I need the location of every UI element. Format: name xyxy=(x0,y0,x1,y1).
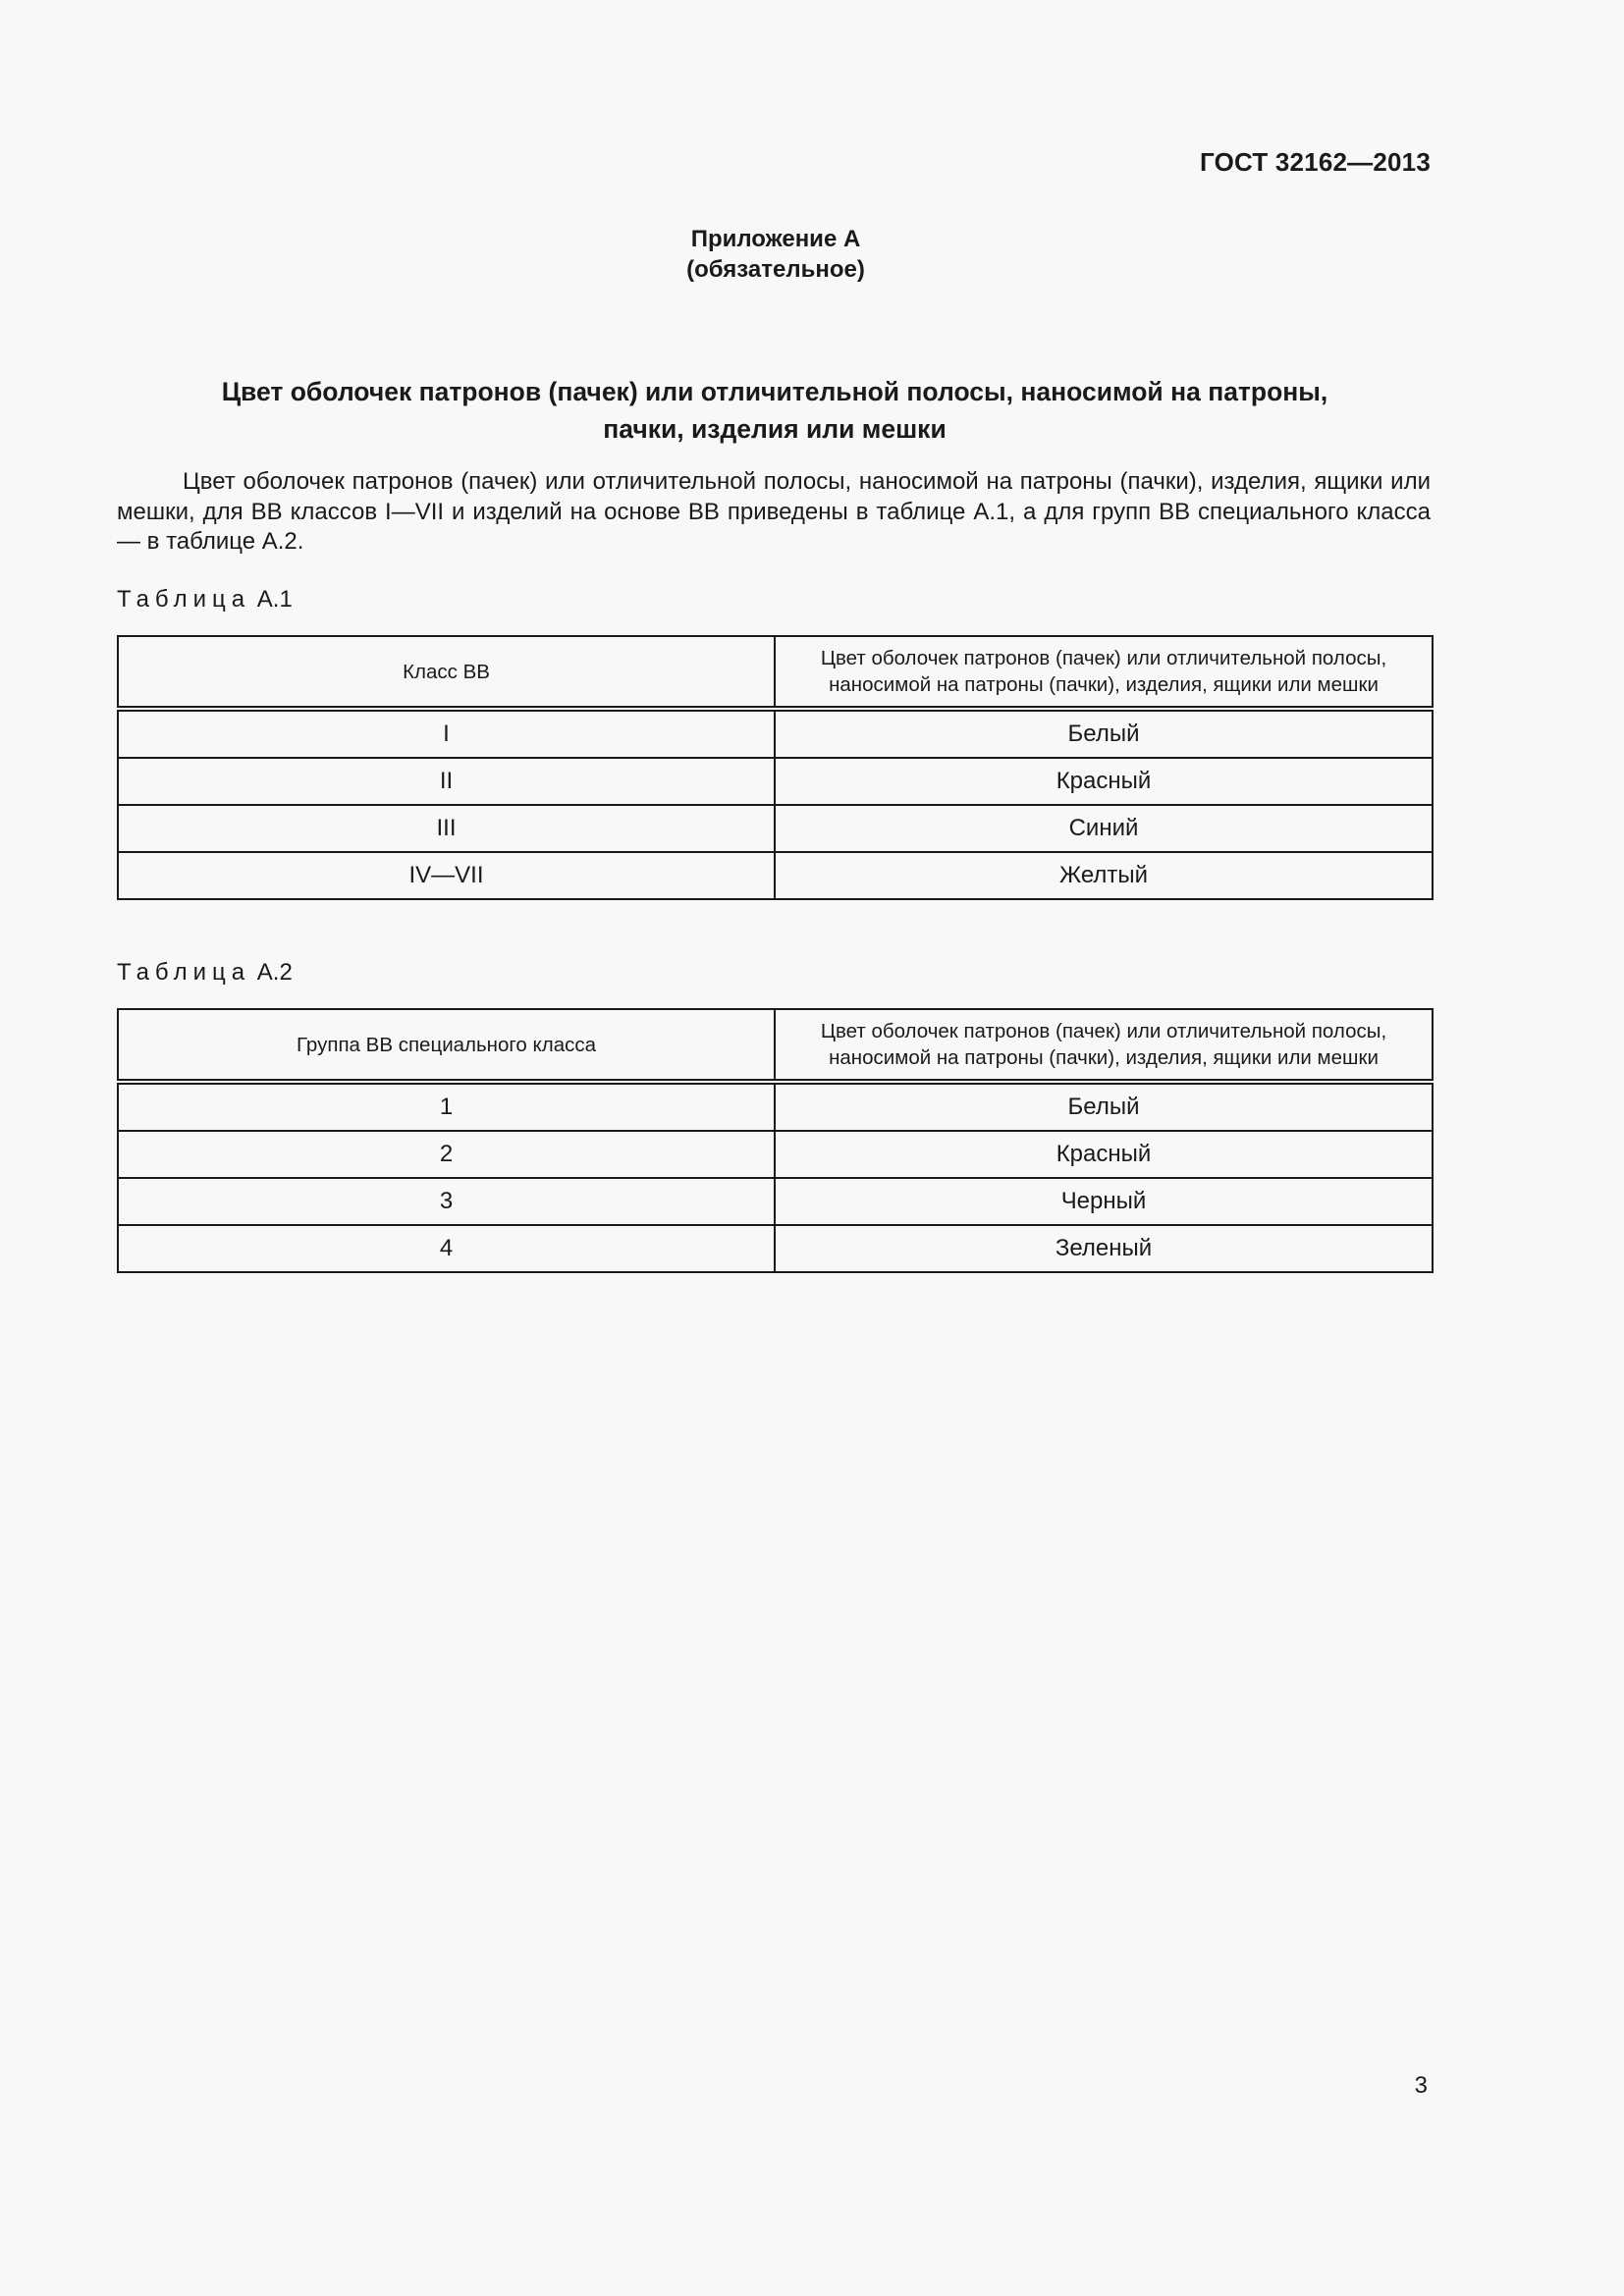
table-row xyxy=(118,805,1433,852)
table-a2-caption-word: Таблица xyxy=(117,959,251,986)
document-code: ГОСТ 32162—2013 xyxy=(1200,147,1431,177)
table-cell: Белый xyxy=(775,709,1433,758)
table-a2-caption-number: А.2 xyxy=(256,959,293,986)
table-row xyxy=(118,1225,1433,1272)
table-cell: Зеленый xyxy=(775,1225,1433,1272)
table-cell: Желтый xyxy=(775,852,1433,899)
annex-title: Приложение А xyxy=(690,226,861,252)
table-header-cell: Группа ВВ специального класса xyxy=(118,1009,775,1082)
table-a2 xyxy=(117,1008,1434,1273)
table-row xyxy=(118,758,1433,805)
table-cell: Белый xyxy=(775,1082,1433,1131)
page-number: 3 xyxy=(1414,2072,1428,2099)
table-cell: IV—VII xyxy=(118,852,775,899)
table-cell: II xyxy=(118,758,775,805)
table-a1-caption xyxy=(117,586,293,614)
table-cell: 1 xyxy=(118,1082,775,1131)
annex-heading xyxy=(0,224,1551,285)
table-cell: Синий xyxy=(775,805,1433,852)
table-cell: Красный xyxy=(775,758,1433,805)
table-row xyxy=(118,1178,1433,1225)
table-header-cell: Класс ВВ xyxy=(118,636,775,709)
table-cell: 3 xyxy=(118,1178,775,1225)
table-a1 xyxy=(117,635,1434,900)
table-header-cell: Цвет оболочек патронов (пачек) или отличительной полосы, наносимой на патроны (пачки), изделия, ящики или мешки xyxy=(775,636,1433,709)
table-cell: I xyxy=(118,709,775,758)
section-heading-line-2: пачки, изделия или мешки xyxy=(603,414,947,444)
table-cell: 2 xyxy=(118,1131,775,1178)
table-cell: 4 xyxy=(118,1225,775,1272)
table-row xyxy=(118,1082,1433,1131)
table-header-row xyxy=(118,1009,1433,1082)
table-header-row xyxy=(118,636,1433,709)
table-cell: Красный xyxy=(775,1131,1433,1178)
section-heading-line-1: Цвет оболочек патронов (пачек) или отличительной полосы, наносимой на патроны, xyxy=(221,377,1328,406)
table-row xyxy=(118,852,1433,899)
table-row xyxy=(118,709,1433,758)
table-row xyxy=(118,1131,1433,1178)
table-cell: Черный xyxy=(775,1178,1433,1225)
table-a1-caption-word: Таблица xyxy=(117,586,251,613)
table-cell: III xyxy=(118,805,775,852)
table-a1-caption-number: А.1 xyxy=(256,586,293,613)
annex-status: (обязательное) xyxy=(686,256,865,283)
body-paragraph: Цвет оболочек патронов (пачек) или отличительной полосы, наносимой на патроны (пачки), изделия, ящики или мешки, для ВВ классов I—VII и изделий на основе ВВ приведены в таблице А.1, а для групп ВВ специального класса — в таблице А.2. xyxy=(117,468,1431,555)
table-a2-caption xyxy=(117,959,293,987)
table-header-cell: Цвет оболочек патронов (пачек) или отличительной полосы, наносимой на патроны (пачки), изделия, ящики или мешки xyxy=(775,1009,1433,1082)
section-heading xyxy=(117,373,1433,448)
